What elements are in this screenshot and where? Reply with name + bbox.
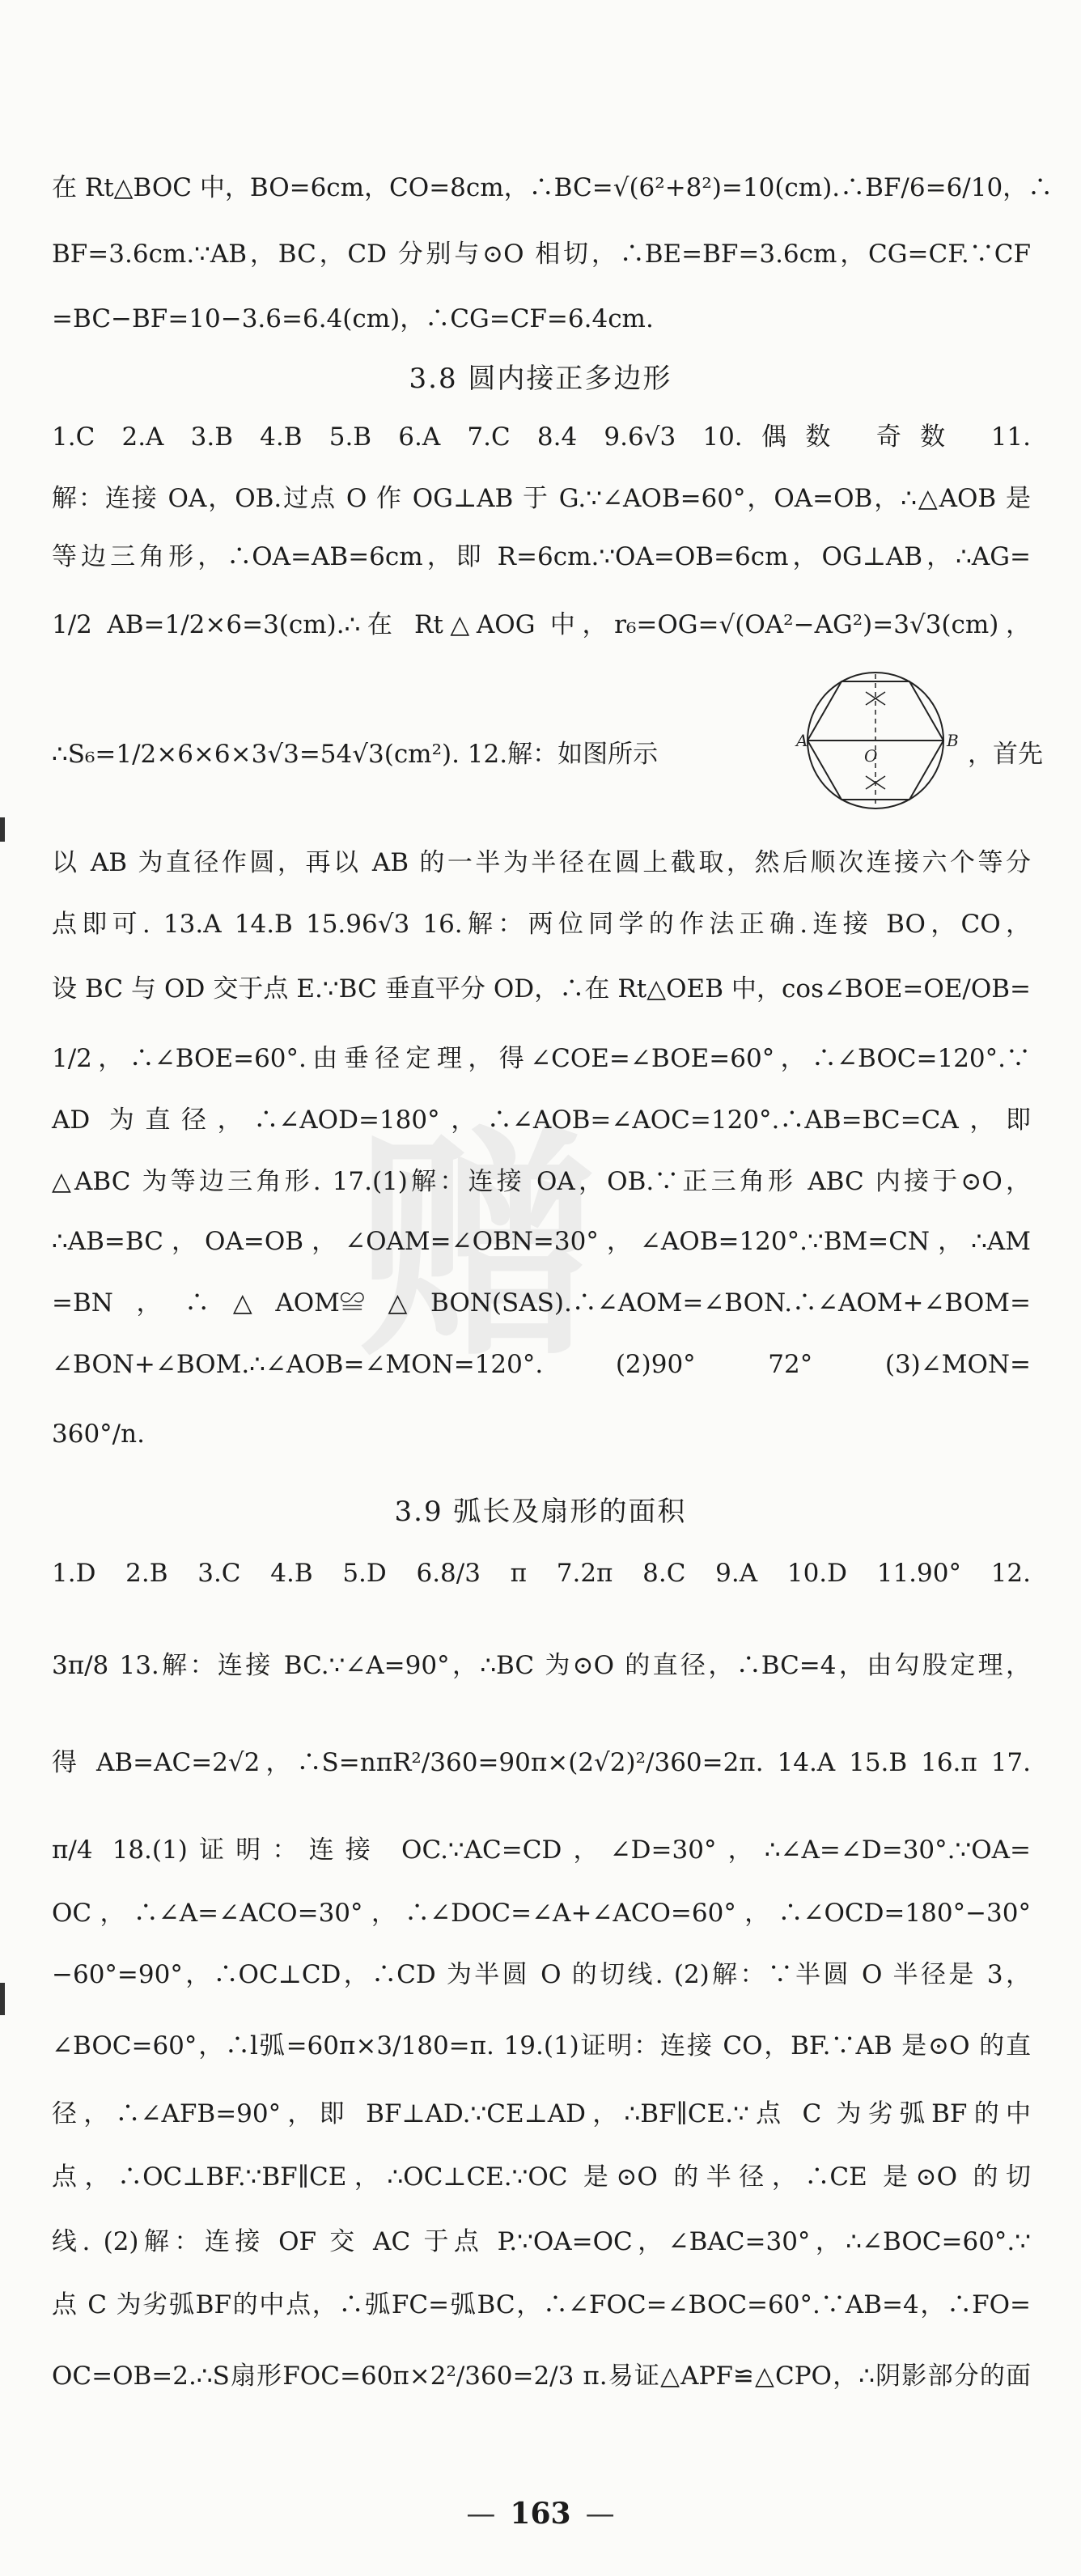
text-line: 等边三角形，∴OA=AB=6cm，即 R=6cm.∵OA=OB=6cm，OG⊥AB，∴AG=: [52, 542, 1031, 571]
text-line: 点即可. 13.A 14.B 15.96√3 16.解：两位同学的作法正确.连接 BO，CO，: [52, 910, 1031, 939]
diagram-label-o: O: [864, 746, 878, 766]
text-line: AD 为直径，∴∠AOD=180°，∴∠AOB=∠AOC=120°.∴AB=BC=CA，即: [52, 1106, 1031, 1135]
watermark: 赠: [356, 1106, 599, 1389]
page-number: — 163 —: [466, 2497, 615, 2531]
page-number-value: 163: [510, 2497, 571, 2531]
text-line: OC=OB=2.∴S扇形FOC=60π×2²/360=2/3 π.易证△APF≌△CPO，∴阴影部分的面: [52, 2362, 1031, 2391]
text-line: 1/2 AB=1/2×6=3(cm).∴在 Rt△AOG 中，r₆=OG=√(OA²−AG²)=3√3(cm)，: [52, 610, 1031, 639]
diagram-label-a: A: [796, 731, 808, 750]
text-line: =BN，∴△AOM≌△BON(SAS).∴∠AOM=∠BON.∴∠AOM+∠BOM=: [52, 1288, 1031, 1318]
page-edge-mark: [0, 1983, 5, 2015]
text-line: 径，∴∠AFB=90°，即 BF⊥AD.∵CE⊥AD，∴BF∥CE.∵点 C 为劣弧BF的中: [52, 2099, 1031, 2128]
text-line: 3π/8 13.解：连接 BC.∵∠A=90°，∴BC 为⊙O 的直径，∴BC=4，由勾股定理，: [52, 1651, 1031, 1680]
text-line: 1.D 2.B 3.C 4.B 5.D 6.8/3 π 7.2π 8.C 9.A 10.D 11.90° 12.: [52, 1559, 1031, 1588]
text-line: 1/2，∴∠BOE=60°.由垂径定理，得∠COE=∠BOE=60°，∴∠BOC=120°.∵: [52, 1044, 1031, 1073]
section-heading: 3.8 圆内接正多边形: [409, 363, 672, 395]
text-line: ∴AB=BC，OA=OB，∠OAM=∠OBN=30°，∠AOB=120°.∵BM=CN，∴AM: [52, 1227, 1031, 1256]
hexagon-construction-diagram: [778, 669, 973, 812]
text-line: −60°=90°，∴OC⊥CD，∴CD 为半圆 O 的切线. (2)解：∵半圆 O 半径是 3，: [52, 1960, 1031, 1989]
text-line: 1.C 2.A 3.B 4.B 5.B 6.A 7.C 8.4 9.6√3 10.偶数 奇数 11.: [52, 422, 1031, 452]
text-line: =BC−BF=10−3.6=6.4(cm)，∴CG=CF=6.4cm.: [52, 304, 654, 333]
text-line: 360°/n.: [52, 1420, 145, 1449]
text-line: 设 BC 与 OD 交于点 E.∵BC 垂直平分 OD，∴在 Rt△OEB 中，cos∠BOE=OE/OB=: [52, 974, 1031, 1004]
text-line: ∠BOC=60°，∴l弧=60π×3/180=π. 19.(1)证明：连接 CO，BF.∵AB 是⊙O 的直: [52, 2031, 1031, 2060]
text-line: 得 AB=AC=2√2，∴S=nπR²/360=90π×(2√2)²/360=2π. 14.A 15.B 16.π 17.: [52, 1748, 1031, 1777]
text-line: △ABC 为等边三角形. 17.(1)解：连接 OA，OB.∵正三角形 ABC 内接于⊙O，: [52, 1167, 1031, 1196]
text-line: 点 C 为劣弧BF的中点，∴弧FC=弧BC，∴∠FOC=∠BOC=60°.∵AB=4，∴FO=: [52, 2290, 1031, 2319]
diagram-label-b: B: [947, 731, 959, 750]
text-line: ∴S₆=1/2×6×6×3√3=54√3(cm²). 12.解：如图所示: [52, 740, 659, 769]
page-edge-mark: [0, 817, 5, 842]
text-line: 解：连接 OA，OB.过点 O 作 OG⊥AB 于 G.∵∠AOB=60°，OA=OB，∴△AOB 是: [52, 484, 1031, 513]
text-line: OC，∴∠A=∠ACO=30°，∴∠DOC=∠A+∠ACO=60°，∴∠OCD=180°−30°: [52, 1899, 1031, 1928]
section-heading: 3.9 弧长及扇形的面积: [394, 1496, 687, 1528]
text-line: 线. (2)解：连接 OF 交 AC 于点 P.∵OA=OC，∠BAC=30°，∴∠BOC=60°.∵: [52, 2227, 1031, 2256]
text-line: BF=3.6cm.∵AB，BC，CD 分别与⊙O 相切，∴BE=BF=3.6cm，CG=CF.∵CF: [52, 240, 1031, 269]
text-line: ，首先: [968, 740, 1043, 769]
text-line: 在 Rt△BOC 中，BO=6cm，CO=8cm，∴BC=√(6²+8²)=10(cm).∴BF/6=6/10，∴: [52, 173, 1053, 202]
text-line: π/4 18.(1)证明：连接 OC.∵AC=CD，∠D=30°，∴∠A=∠D=30°.∵OA=: [52, 1835, 1031, 1865]
text-line: 点，∴OC⊥BF.∵BF∥CE，∴OC⊥CE.∵OC 是⊙O 的半径，∴CE 是⊙O 的切: [52, 2162, 1031, 2192]
text-line: 以 AB 为直径作圆，再以 AB 的一半为半径在圆上截取，然后顺次连接六个等分: [52, 848, 1031, 877]
text-line: ∠BON+∠BOM.∴∠AOB=∠MON=120°. (2)90° 72° (3)∠MON=: [52, 1350, 1031, 1379]
